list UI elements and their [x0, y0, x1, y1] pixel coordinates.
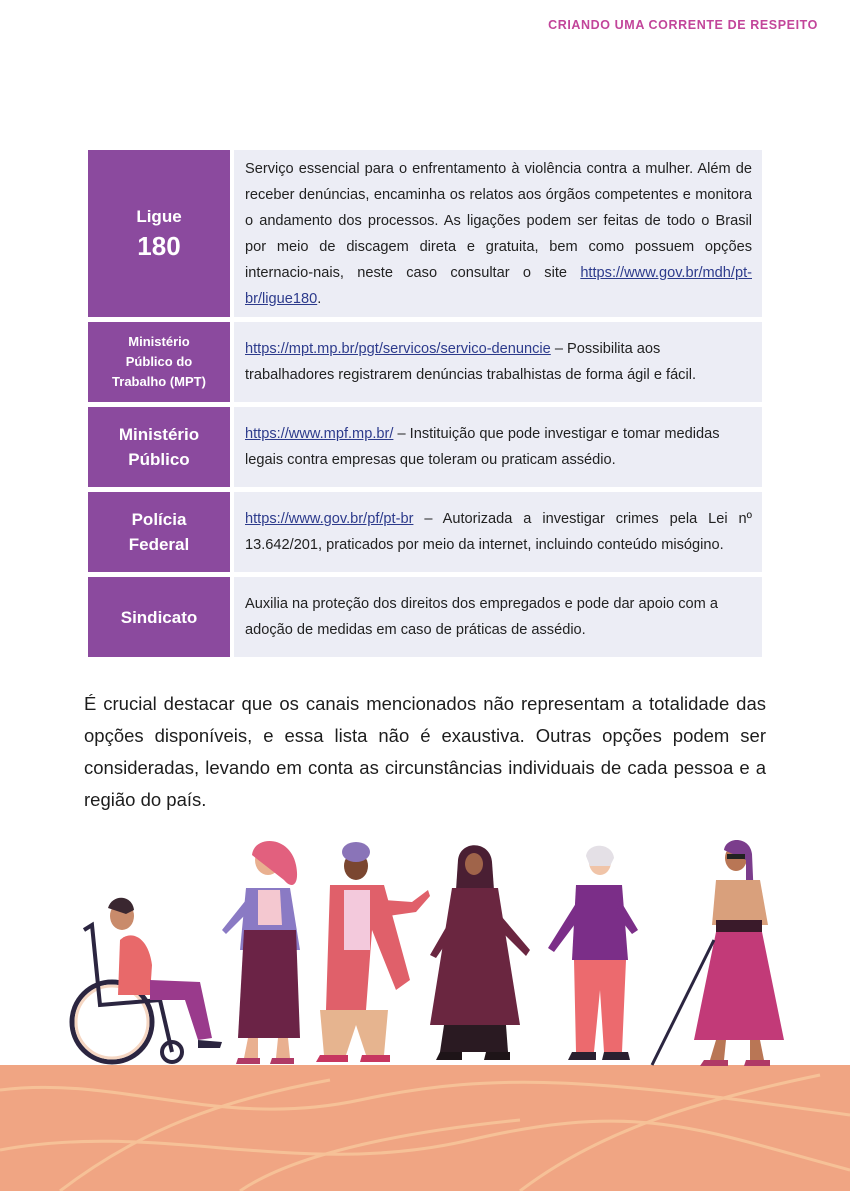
figure-woman-kimono	[316, 842, 430, 1062]
figure-wheelchair	[72, 898, 222, 1062]
row-label	[88, 322, 230, 402]
row-label	[88, 407, 230, 487]
row-description	[234, 577, 762, 657]
row-description	[234, 150, 762, 317]
label-line: Trabalho (MPT)	[112, 374, 206, 389]
ligue180-link[interactable]: https://www.gov.br/mdh/pt-br/ligue180	[245, 264, 752, 307]
description-text: – Instituição que pode investigar e tomar medidas legais contra empresas que toleram ou praticam assédio.	[245, 426, 720, 468]
row-description	[234, 322, 762, 402]
table-row-mpf	[88, 407, 762, 487]
ground-band	[0, 1065, 850, 1191]
contacts-table	[88, 150, 762, 662]
mpf-link[interactable]: https://www.mpf.mp.br/	[245, 426, 394, 442]
label-line: Ministério	[128, 334, 190, 349]
label-line: Público	[128, 450, 190, 469]
row-description	[234, 407, 762, 487]
row-label	[88, 577, 230, 657]
description-text-end: .	[317, 290, 322, 307]
table-row-pf	[88, 492, 762, 572]
row-label	[88, 492, 230, 572]
row-description	[234, 492, 762, 572]
description-text: – Possibilita aos trabalhadores registrarem denúncias trabalhistas de forma ágil e fácil.	[245, 341, 697, 383]
description-text: Auxilia na proteção dos direitos dos empregados e pode dar apoio com a adoção de medidas em caso de práticas de assédio.	[245, 596, 718, 638]
table-row-ligue180	[88, 150, 762, 317]
mpt-link[interactable]: https://mpt.mp.br/pgt/servicos/servico-denuncie	[245, 341, 551, 357]
label-line: Ligue	[136, 207, 182, 226]
closing-paragraph: É crucial destacar que os canais mencionados não representam a totalidade das opções disponíveis, e essa lista não é exaustiva. Outras opções podem ser consideradas, levando em conta as circunstâncias individuais de cada pessoa e a região do país.	[84, 693, 766, 810]
row-label	[88, 150, 230, 317]
label-line: Sindicato	[120, 607, 198, 627]
table-row-mpt	[88, 322, 762, 402]
label-line: Público do	[125, 354, 193, 369]
description-text: Serviço essencial para o enfrentamento à violência contra a mulher. Além de receber denúncias, encaminha os relatos aos órgãos competentes e monitora o andamento dos processos. As ligações podem ser feitas de todo o Brasil por meio de discagem direta e gratuita, bem como possuem opções internacio-nais, neste caso consultar o site	[245, 160, 752, 281]
page-header: CRIANDO UMA CORRENTE DE RESPEITO	[548, 18, 818, 32]
label-line: Ministério	[118, 425, 200, 444]
pf-link[interactable]: https://www.gov.br/pf/pt-br	[245, 511, 414, 527]
figure-woman-elder	[548, 846, 638, 1060]
label-number: 180	[137, 231, 181, 261]
label-line: Polícia	[131, 510, 187, 529]
women-group-illustration-icon	[0, 830, 850, 1191]
figure-woman-hijab	[430, 845, 530, 1060]
table-row-sindicato	[88, 577, 762, 657]
label-line: Federal	[128, 535, 190, 554]
description-text: – Autorizada a investigar crimes pela Lei nº 13.642/201, praticados por meio da internet, incluindo conteúdo misógino.	[245, 511, 752, 553]
figure-woman-purple-cardigan	[222, 841, 300, 1064]
figure-woman-cane	[652, 840, 784, 1066]
